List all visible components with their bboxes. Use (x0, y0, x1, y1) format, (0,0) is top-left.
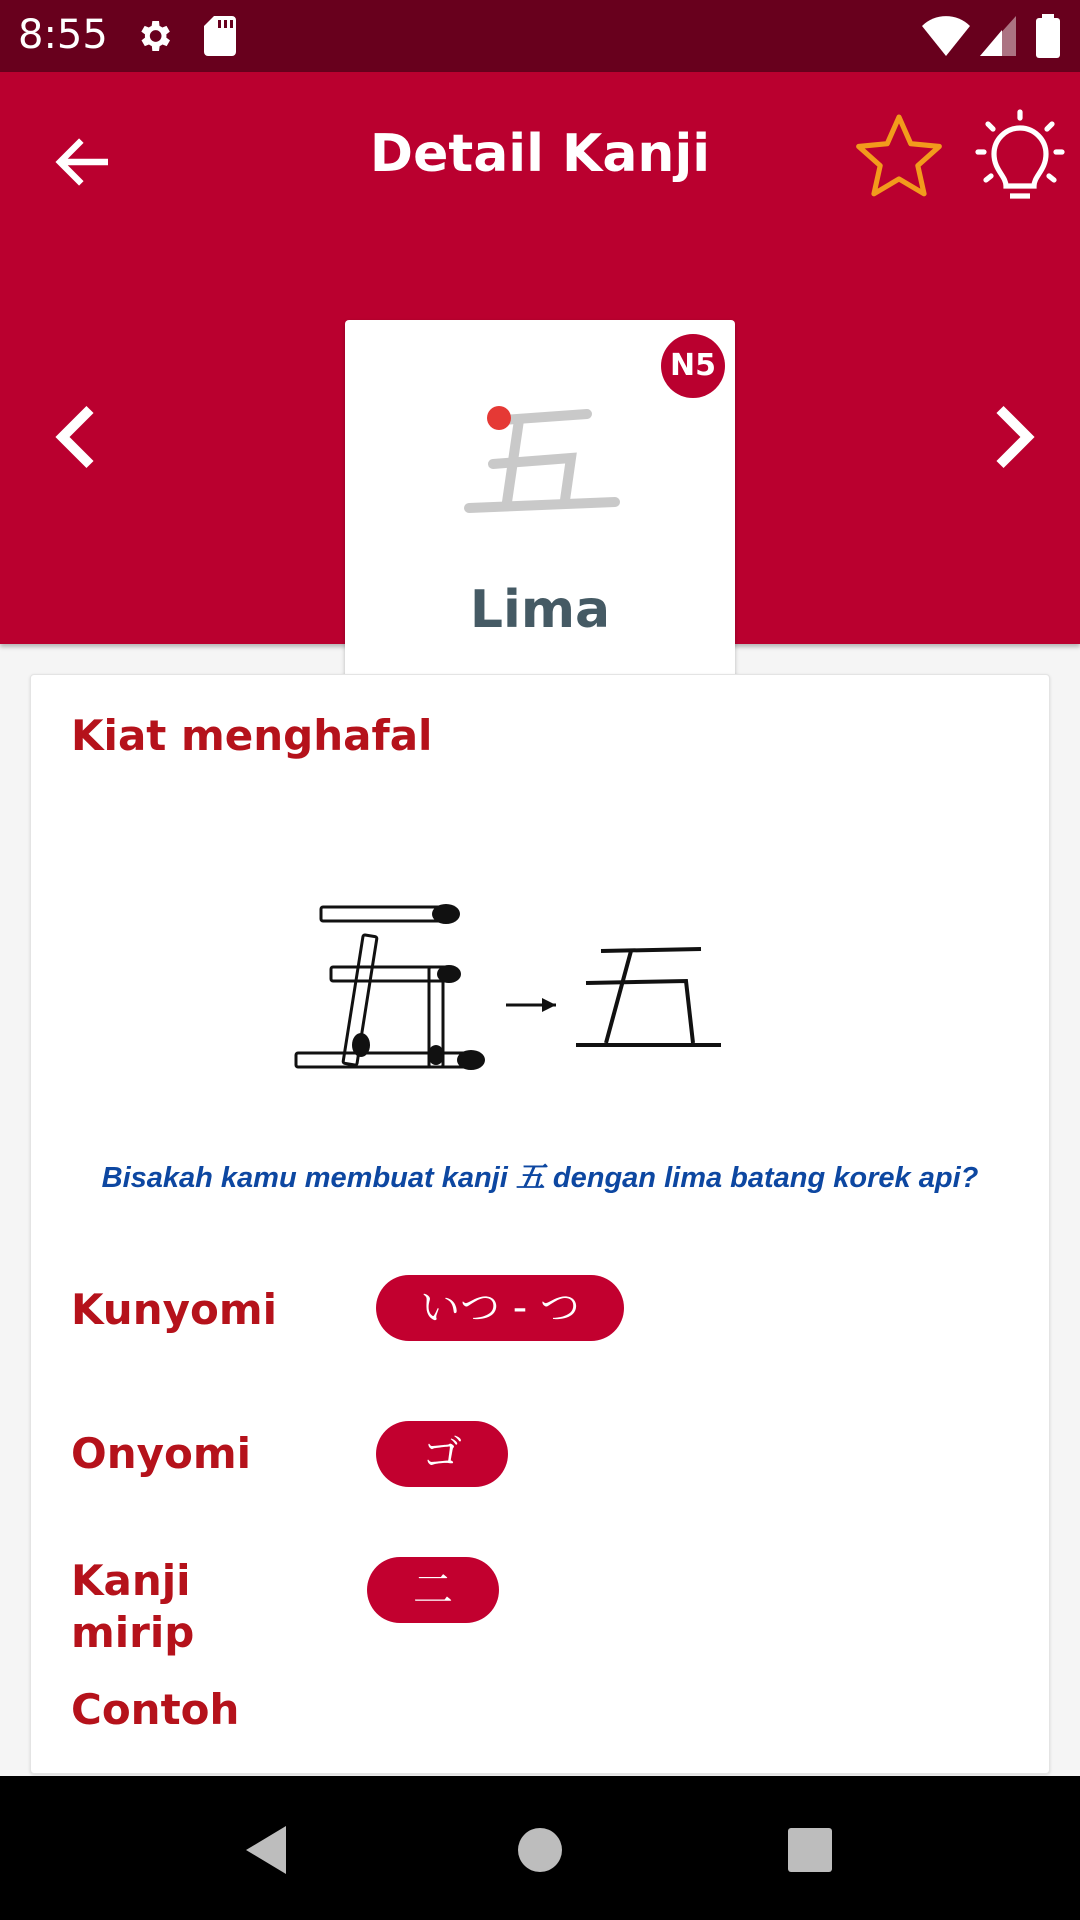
detail-card (30, 674, 1050, 1774)
level-badge: N5 (661, 334, 725, 398)
kunyomi-label: Kunyomi (71, 1285, 278, 1334)
example-title: Contoh (71, 1685, 240, 1734)
app-header (0, 72, 1080, 644)
similar-kanji-pill[interactable]: 二 (367, 1557, 499, 1623)
back-triangle-icon[interactable] (240, 1820, 300, 1880)
recents-square-icon[interactable] (780, 1820, 840, 1880)
kanji-glyph: 五 (445, 390, 446, 391)
battery-icon (1036, 14, 1060, 58)
tip-caption: Bisakah kamu membuat kanji 五 dengan lima batang korek api? (101, 1162, 979, 1194)
star-icon[interactable] (852, 110, 946, 204)
matchstick-illustration (281, 875, 841, 1075)
kanji-meaning: Lima (469, 580, 611, 640)
kanji-stroke-diagram (445, 390, 645, 540)
status-time: 8:55 (18, 12, 108, 58)
similar-kanji-label: Kanji mirip (71, 1556, 195, 1657)
chevron-right-icon[interactable] (990, 402, 1040, 472)
system-nav-bar (0, 1776, 1080, 1920)
home-circle-icon[interactable] (510, 1820, 570, 1880)
sd-card-icon (204, 16, 236, 56)
onyomi-pill[interactable]: ゴ (376, 1421, 508, 1487)
similar-kanji-label-wrap (71, 1555, 311, 1657)
page-title: Detail Kanji (369, 124, 711, 184)
gear-icon (134, 16, 174, 56)
chevron-left-icon[interactable] (50, 402, 100, 472)
signal-icon (980, 16, 1016, 56)
kanji-card[interactable] (345, 320, 735, 686)
status-bar (0, 0, 1080, 72)
lightbulb-icon[interactable] (976, 108, 1064, 204)
wifi-icon (922, 16, 970, 56)
onyomi-label: Onyomi (71, 1429, 251, 1478)
tip-title: Kiat menghafal (71, 711, 433, 760)
kunyomi-pill[interactable]: いつ - つ (376, 1275, 624, 1341)
